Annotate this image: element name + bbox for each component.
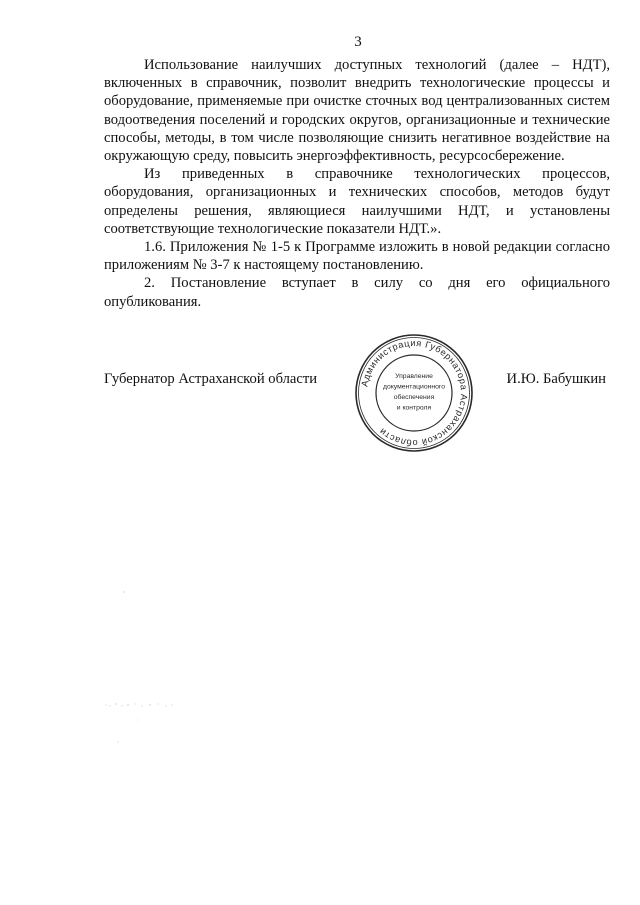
seal-inner-line: и контроля [396,404,432,412]
paragraph-ndt-solutions: Из приведенных в справочнике технологических процессов, оборудования, организационных и технических способов, методов будут определены решения, являющиеся наилучшими НДТ, и установлены соответствующие технологические показатели НДТ.». [104,166,610,237]
signer-title: Губернатор Астраханской области [104,371,318,387]
seal-graphic [353,332,475,454]
official-seal-stamp [353,332,475,454]
seal-outer-ring [356,335,472,451]
seal-inner-line: документационного [382,383,446,391]
paragraph-ndt-usage: Использование наилучших доступных технологий (далее – НДТ), включенных в справочник, позволит внедрить технологические процессы и оборудование, применяемые при очистке сточных вод централизованных систем водоотведения поселений и городских округов, организационные и технические способы, методы, в том числе позволяющие снизить негативное воздействие на окружающую среду, повысить энергоэффективность, ресурсосбережение. [104,57,610,165]
seal-inner-line: обеспечения [393,394,435,401]
document-body [104,56,610,311]
paragraph-clause-2: 2. Постановление вступает в силу со дня его официального опубликования. [104,275,610,310]
page-number: 3 [354,34,362,50]
seal-inner-line: Управление [395,373,433,380]
paragraph-clause-1-6: 1.6. Приложения № 1-5 к Программе изложить в новой редакции согласно приложениям № 3-7 к настоящему постановлению. [104,239,610,274]
signer-name: И.Ю. Бабушкин [506,371,606,387]
seal-outer-text: Администрация Губернатора Астраханской области [359,337,470,449]
scan-noise-specks [80,580,200,760]
seal-inner-ring [376,355,452,431]
